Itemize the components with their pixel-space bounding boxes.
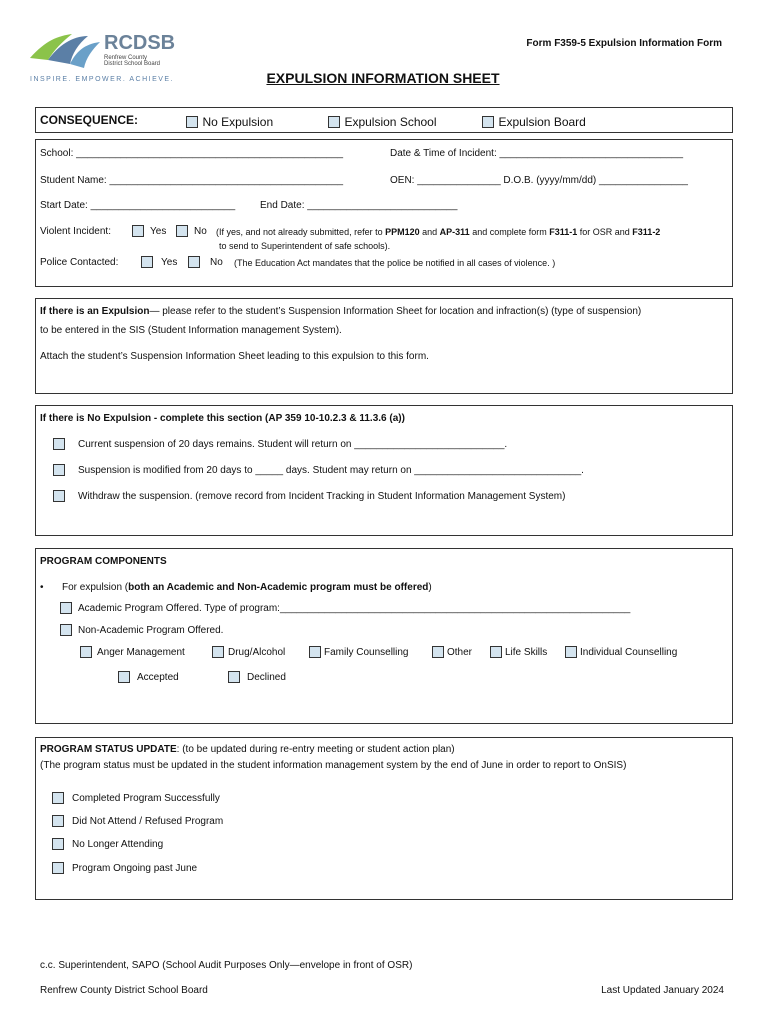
logo-tagline: INSPIRE. EMPOWER. ACHIEVE. bbox=[30, 76, 175, 83]
drug-alcohol-label: Drug/Alcohol bbox=[228, 647, 286, 658]
program-ongoing-checkbox[interactable] bbox=[52, 862, 64, 874]
individual-counselling-checkbox[interactable] bbox=[565, 646, 577, 658]
violent-yes-label: Yes bbox=[150, 226, 167, 237]
student-name-field[interactable]: Student Name: __________________________________________ bbox=[40, 175, 344, 186]
family-counselling-label: Family Counselling bbox=[324, 647, 409, 658]
declined-checkbox[interactable] bbox=[228, 671, 240, 683]
footer-last-updated: Last Updated January 2024 bbox=[601, 985, 724, 996]
anger-management-checkbox[interactable] bbox=[80, 646, 92, 658]
modified-suspension-label: Suspension is modified from 20 days to _____ days. Student may return on ______________________________. bbox=[78, 465, 584, 476]
police-yes-label: Yes bbox=[161, 257, 178, 268]
page-title: EXPULSION INFORMATION SHEET bbox=[266, 70, 500, 86]
expulsion-board-checkbox[interactable] bbox=[482, 116, 494, 128]
expulsion-text-line3: Attach the student’s Suspension Information Sheet leading to this expulsion to this form. bbox=[40, 351, 429, 362]
logo-swoosh-icon bbox=[28, 30, 102, 74]
expulsion-school-checkbox[interactable] bbox=[328, 116, 340, 128]
other-label: Other bbox=[447, 647, 473, 658]
consequence-label: CONSEQUENCE: bbox=[40, 113, 139, 127]
footer-board-name: Renfrew County District School Board bbox=[40, 985, 208, 996]
academic-program-label: Academic Program Offered. Type of program:_______________________________________________________________ bbox=[78, 603, 631, 614]
individual-counselling-label: Individual Counselling bbox=[580, 647, 678, 658]
program-components-bullet: • For expulsion (both an Academic and Non-Academic program must be offered) bbox=[40, 582, 432, 593]
drug-alcohol-checkbox[interactable] bbox=[212, 646, 224, 658]
consequence-row bbox=[35, 107, 733, 133]
start-date-field[interactable]: Start Date: __________________________ bbox=[40, 200, 236, 211]
life-skills-label: Life Skills bbox=[505, 647, 548, 658]
police-no-label: No bbox=[210, 257, 223, 268]
police-yes-checkbox[interactable] bbox=[141, 256, 153, 268]
program-components-section bbox=[35, 548, 733, 724]
expulsion-school-label: Expulsion School bbox=[344, 115, 437, 129]
current-suspension-label: Current suspension of 20 days remains. Student will return on ___________________________. bbox=[78, 439, 508, 450]
violent-incident-label: Violent Incident: bbox=[40, 226, 111, 237]
no-expulsion-title: If there is No Expulsion - complete this section (AP 359 10-10.2.3 & 11.3.6 (a)) bbox=[40, 413, 405, 424]
academic-program-checkbox[interactable] bbox=[60, 602, 72, 614]
violent-no-label: No bbox=[194, 226, 207, 237]
no-expulsion-checkbox[interactable] bbox=[186, 116, 198, 128]
declined-label: Declined bbox=[247, 672, 286, 683]
police-contacted-label: Police Contacted: bbox=[40, 257, 119, 268]
completed-program-label: Completed Program Successfully bbox=[72, 793, 220, 804]
violent-note: (If yes, and not already submitted, refer to PPM120 and AP-311 and complete form F311-1 for OSR and F311-2 bbox=[216, 227, 661, 237]
expulsion-text-line1: If there is an Expulsion— please refer to the student’s Suspension Information Sheet for location and infraction(s) (type of suspension) bbox=[40, 306, 642, 317]
program-status-note: (The program status must be updated in the student information management system by the end of June in order to report to OnSIS) bbox=[40, 760, 627, 771]
no-expulsion-label: No Expulsion bbox=[202, 115, 274, 129]
logo-subtext-1: Renfrew County bbox=[104, 55, 148, 61]
no-longer-attending-checkbox[interactable] bbox=[52, 838, 64, 850]
anger-management-label: Anger Management bbox=[97, 647, 185, 658]
expulsion-board-option[interactable] bbox=[482, 113, 586, 131]
current-suspension-checkbox[interactable] bbox=[53, 438, 65, 450]
program-status-section bbox=[35, 737, 733, 900]
no-expulsion-section bbox=[35, 405, 733, 536]
withdraw-suspension-label: Withdraw the suspension. (remove record from Incident Tracking in Student Information Management System) bbox=[78, 491, 566, 502]
program-status-title: PROGRAM STATUS UPDATE: (to be updated during re-entry meeting or student action plan) bbox=[40, 744, 455, 755]
violent-no-checkbox[interactable] bbox=[176, 225, 188, 237]
oen-dob-field[interactable]: OEN: _______________ D.O.B. (yyyy/mm/dd) ________________ bbox=[390, 175, 688, 186]
incident-datetime-field[interactable]: Date & Time of Incident: _________________________________ bbox=[390, 148, 684, 159]
did-not-attend-label: Did Not Attend / Refused Program bbox=[72, 816, 224, 827]
family-counselling-checkbox[interactable] bbox=[309, 646, 321, 658]
logo-text: RCDSB bbox=[104, 32, 176, 54]
expulsion-board-label: Expulsion Board bbox=[498, 115, 586, 129]
non-academic-program-label: Non-Academic Program Offered. bbox=[78, 625, 224, 636]
no-longer-attending-label: No Longer Attending bbox=[72, 839, 164, 850]
program-components-title: PROGRAM COMPONENTS bbox=[40, 556, 167, 567]
expulsion-text-line2: to be entered in the SIS (Student Information management System). bbox=[40, 325, 342, 336]
expulsion-school-option[interactable] bbox=[328, 113, 437, 131]
form-id: Form F359-5 Expulsion Information Form bbox=[526, 38, 722, 49]
school-field[interactable]: School: ________________________________________________ bbox=[40, 148, 344, 159]
program-ongoing-label: Program Ongoing past June bbox=[72, 863, 198, 874]
accepted-label: Accepted bbox=[137, 672, 179, 683]
cc-note: c.c. Superintendent, SAPO (School Audit Purposes Only—envelope in front of OSR) bbox=[40, 960, 413, 971]
no-expulsion-option[interactable] bbox=[186, 113, 273, 131]
end-date-field[interactable]: End Date: ___________________________ bbox=[260, 200, 458, 211]
violent-yes-checkbox[interactable] bbox=[132, 225, 144, 237]
completed-program-checkbox[interactable] bbox=[52, 792, 64, 804]
police-no-checkbox[interactable] bbox=[188, 256, 200, 268]
modified-suspension-checkbox[interactable] bbox=[53, 464, 65, 476]
life-skills-checkbox[interactable] bbox=[490, 646, 502, 658]
non-academic-program-checkbox[interactable] bbox=[60, 624, 72, 636]
accepted-checkbox[interactable] bbox=[118, 671, 130, 683]
withdraw-suspension-checkbox[interactable] bbox=[53, 490, 65, 502]
other-checkbox[interactable] bbox=[432, 646, 444, 658]
expulsion-section bbox=[35, 298, 733, 394]
logo-subtext-2: District School Board bbox=[104, 61, 161, 67]
did-not-attend-checkbox[interactable] bbox=[52, 815, 64, 827]
police-note: (The Education Act mandates that the police be notified in all cases of violence. ) bbox=[234, 258, 556, 268]
violent-note-line2: to send to Superintendent of safe schools). bbox=[219, 241, 391, 251]
student-info-section bbox=[35, 139, 733, 287]
